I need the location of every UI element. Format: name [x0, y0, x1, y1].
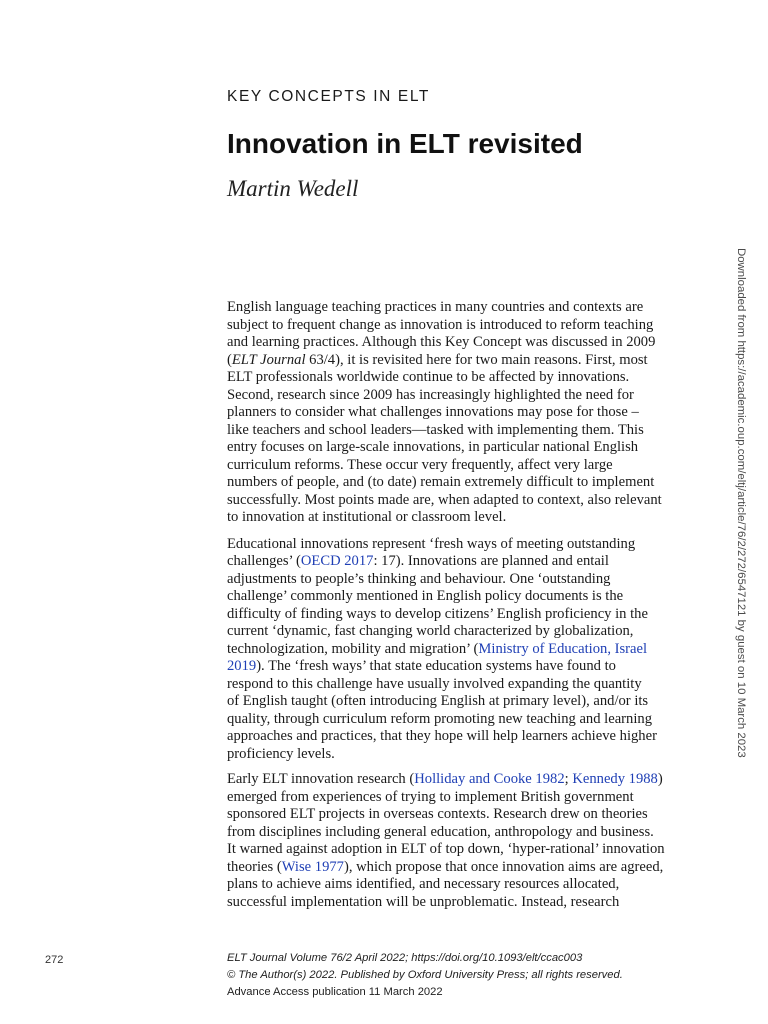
- body-line: [227, 641, 689, 659]
- body-line: curriculum reforms. These occur very frequently, affect very large: [227, 456, 613, 473]
- body-line: proficiency levels.: [227, 745, 335, 762]
- body-line: [227, 352, 689, 370]
- paragraph-1: [227, 299, 689, 527]
- citation-link-holliday-cooke-1982[interactable]: Holliday and Cooke 1982: [414, 771, 565, 787]
- text-run: (: [227, 351, 232, 368]
- text-run: Early ELT innovation research (: [227, 771, 415, 787]
- footer-copyright: © The Author(s) 2022. Published by Oxford University Press; all rights reserved.: [227, 969, 623, 981]
- journal-name-italic: ELT Journal: [231, 351, 306, 368]
- body-line: subject to frequent change as innovation is introduced to reform teaching: [227, 316, 654, 333]
- footer-publication: Advance Access publication 11 March 2022: [227, 986, 443, 998]
- text-run: ;: [564, 771, 573, 787]
- text-run: ): [657, 771, 663, 787]
- body-line: difficulty of finding ways to develop citizens’ English proficiency in the: [227, 605, 648, 622]
- text-run: theories (: [227, 858, 282, 875]
- body-line: like teachers and school leaders—tasked with implementing them. This: [227, 421, 644, 438]
- body-line: successful implementation will be unproblematic. Instead, research: [227, 893, 620, 910]
- download-watermark: Downloaded from https://academic.oup.com/eltj/article/76/2/272/6547121 by guest on 10 March 2023: [735, 248, 747, 758]
- body-line: [227, 859, 689, 877]
- body-line: to innovation at institutional or classroom level.: [227, 509, 507, 525]
- body-line: challenge’ commonly mentioned in English policy documents is the: [227, 588, 624, 604]
- citation-link-ministry-israel-year[interactable]: 2019: [227, 658, 257, 674]
- body-line: [227, 658, 689, 676]
- text-run: ). The ‘fresh ways’ that state education systems have found to: [256, 658, 616, 674]
- body-line: English language teaching practices in many countries and contexts are: [227, 299, 644, 315]
- citation-link-kennedy-1988[interactable]: Kennedy 1988: [572, 771, 658, 787]
- citation-link-wise-1977[interactable]: Wise 1977: [281, 858, 344, 875]
- text-run: technologization, mobility and migration’ (: [227, 640, 479, 657]
- body-line: numbers of people, and (to date) remain extremely difficult to implement: [227, 474, 655, 490]
- body-line: current ‘dynamic, fast changing world characterized by globalization,: [227, 623, 634, 639]
- body-line: sponsored ELT projects in overseas contexts. Research drew on theories: [227, 806, 648, 822]
- citation-link-ministry-israel[interactable]: Ministry of Education, Israel: [478, 640, 648, 657]
- body-line: Second, research since 2009 has increasingly highlighted the need for: [227, 386, 634, 403]
- body-line: plans to achieve aims identified, and necessary resources allocated,: [227, 876, 620, 892]
- body-line: entry focuses on large-scale innovations, in particular national English: [227, 439, 639, 455]
- body-line: from disciplines including general education, anthropology and business.: [227, 823, 654, 840]
- body-line: [227, 771, 689, 789]
- paragraph-3: [227, 771, 689, 911]
- body-line: quality, through curriculum reform promoting new teaching and learning: [227, 710, 652, 727]
- footer: [227, 950, 623, 1001]
- text-run: : 17). Innovations are planned and entail: [373, 553, 609, 569]
- body-line: Educational innovations represent ‘fresh ways of meeting outstanding: [227, 535, 636, 552]
- body-line: planners to consider what challenges innovations may pose for those –: [227, 404, 639, 420]
- page-number: 272: [45, 954, 64, 966]
- text-run: 63/4), it is revisited here for two main reasons. First, most: [305, 351, 648, 368]
- body-line: emerged from experiences of trying to implement British government: [227, 788, 634, 805]
- body-line: of English taught (often introducing English at primary level), and/or its: [227, 693, 649, 709]
- text-run: ), which propose that once innovation aims are agreed,: [343, 858, 664, 875]
- author-name: Martin Wedell: [227, 176, 359, 201]
- body-line: respond to this challenge have usually involved expanding the quantity: [227, 675, 642, 692]
- body-line: It warned against adoption in ELT of top down, ‘hyper-rational’ innovation: [227, 841, 665, 857]
- paragraph-2: [227, 536, 689, 764]
- citation-link-oecd-2017[interactable]: OECD 2017: [300, 553, 374, 569]
- article-title: Innovation in ELT revisited: [227, 128, 583, 159]
- article-body: [227, 299, 689, 919]
- series-heading: KEY CONCEPTS IN ELT: [227, 88, 430, 105]
- body-line: [227, 553, 689, 571]
- body-line: ELT professionals worldwide continue to be affected by innovations.: [227, 369, 630, 385]
- body-line: and learning practices. Although this Key Concept was discussed in 2009: [227, 334, 656, 350]
- body-line: approaches and practices, that they hope will help learners achieve higher: [227, 728, 657, 744]
- text-run: challenges’ (: [227, 553, 301, 569]
- body-line: successfully. Most points made are, when adapted to context, also relevant: [227, 491, 662, 508]
- body-line: adjustments to people’s thinking and behaviour. One ‘outstanding: [227, 570, 611, 587]
- footer-citation: ELT Journal Volume 76/2 April 2022; https://doi.org/10.1093/elt/ccac003: [227, 952, 583, 964]
